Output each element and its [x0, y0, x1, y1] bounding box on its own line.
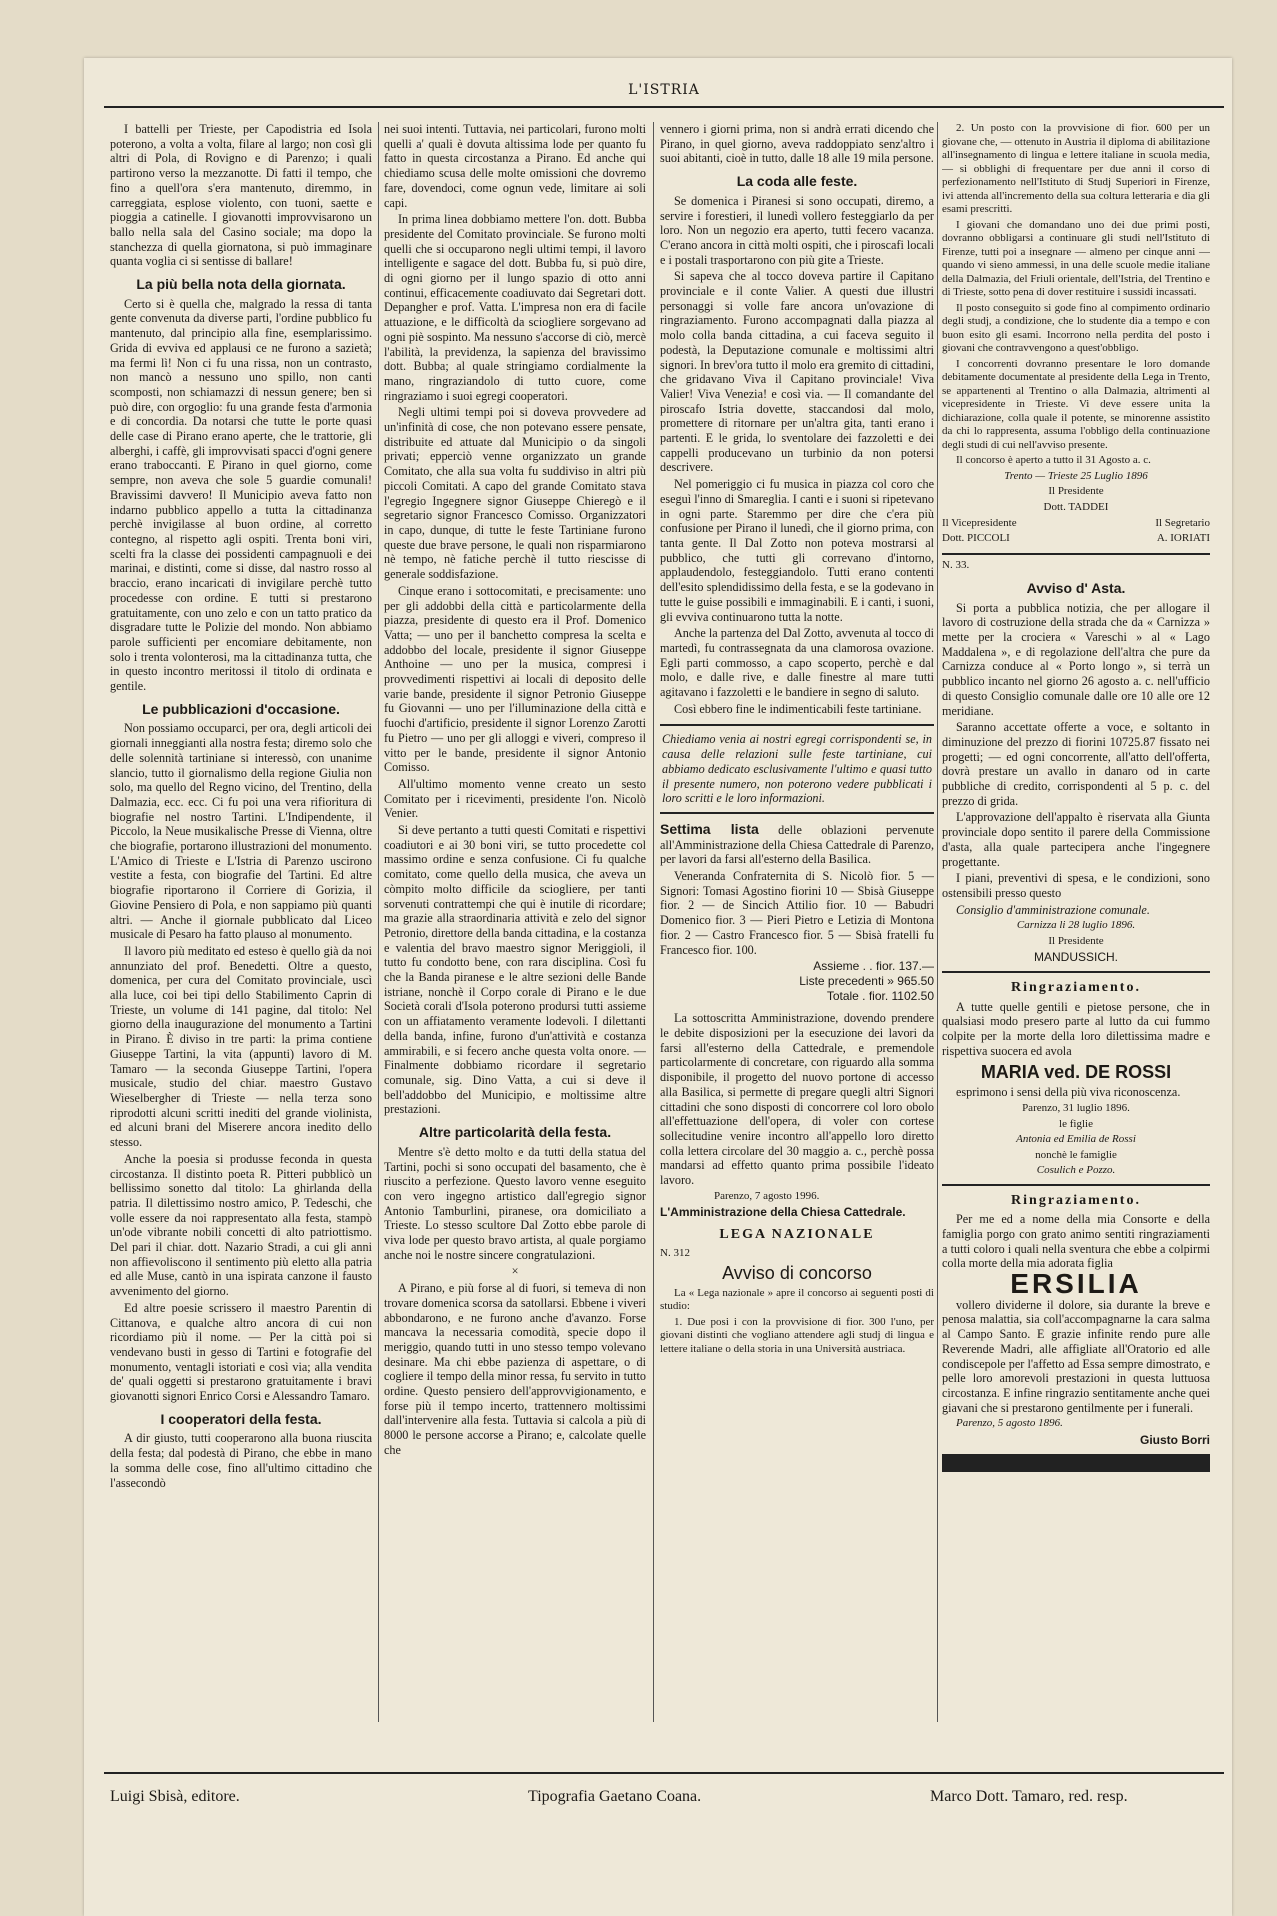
- paragraph: Il lavoro più meditato ed esteso è quello già da noi annunziato del prof. Benedetti. Oltre a questo, domenica, per cura del Comitato provinciale, uscì alla luce, coi bei tipi dello Stabilimento Caprin di Trieste, un volume di 141 pagine, dal titolo: Nel giorno della inaugurazione del monumento a Tartini in Pirano. È diviso in tre parti: la prima contiene Giuseppe Tartini, la vita (appunti) lavoro di M. Tamaro — la seconda Giuseppe Tartini, l'opera musicale, studio del chiar. maestro Gustavo Wieselbergher di Trieste — nella terza sono riprodotti alcuni scritti inediti del grande violinista, ed alcuni brani del Miserere ancora inedito dello stesso.: [110, 943, 372, 1150]
- paragraph: Negli ultimi tempi poi si doveva provvedere ad un'infinità di cose, che non potevano essere pensate, distribuite ed attuate dal Municipio o da singoli privati; epperciò venne organizzato un grande Comitato, che alla sua volta fu suddiviso in altri più piccoli Comitati. A capo del grande Comitato stava l'egregio Ingegnere signor Giuseppe Chieregò e il segretario signor Francesco Comisso. Organizzatori in capo, dunque, di tutte le feste Tartiniane furono queste due brave persone, le quali non risparmiarono nè tempo, nè fatiche perchè il tutto riescisse di generale soddisfazione.: [384, 405, 646, 582]
- column-3: [660, 122, 934, 1722]
- date-line: Parenzo, 5 agosto 1896.: [956, 1417, 1063, 1430]
- column-4: [942, 122, 1210, 1722]
- signature-line: Antonia ed Emilia de Rossi: [1016, 1133, 1136, 1145]
- deceased-name: MARIA ved. DE ROSSI: [980, 1061, 1172, 1082]
- paragraph: Per me ed a nome della mia Consorte e della famiglia porgo con grato animo sentiti ringraziamenti a tutti coloro i quali nella sventura che ebbe a colpirmi colla morte della mia adorata figlia: [942, 1212, 1210, 1271]
- paragraph: Saranno accettate offerte a voce, e soltanto in diminuzione del prezzo di fiorini 10725.87 fissato nei progetti; — ed ogni concorrente, all'atto dell'offerta, dovrà prestare un avallo in danaro od in carte pubbliche di credito, corrispondenti al 5 p. c. del prezzo di grida.: [942, 720, 1210, 808]
- footer-redactor: Marco Dott. Tamaro, red. resp.: [930, 1788, 1128, 1805]
- section-heading: La coda alle feste.: [736, 173, 858, 190]
- paragraph: vennero i giorni prima, non si andrà errati dicendo che Pirano, in quel giorno, aveva raddoppiato senz'altro i suoi abitanti, cioè in tutto, dalle 18 alle 19 mila persone.: [660, 122, 934, 166]
- column-rule: [378, 122, 379, 1722]
- date-line: Carnizza li 28 luglio 1896.: [1016, 919, 1136, 932]
- paragraph: Ed altre poesie scrissero il maestro Parentin di Cittanova, e qualche altro ancora di cui non ricordiamo più il nome. — Per la città poi si vendevano busti in gesso di Tartini e fotografie del monumento, ventagli istoriati e così via; alla vendita de' quali oggetti si prestarono gratuitamente i bravi giovanotti signori Enrico Corsi e Alessandro Tamaro.: [110, 1300, 372, 1404]
- page-header-title: L'ISTRIA: [628, 82, 700, 98]
- footer-rule: [104, 1772, 1224, 1774]
- signature-name: Dott. TADDEI: [1043, 500, 1109, 513]
- signature-title: Il Segretario: [1155, 517, 1210, 529]
- paragraph: 2. Un posto con la provvisione di fior. 600 per un giovane che, — ottenuto in Austria il diploma di abilitazione all'insegnamento di lingua e lettere italiane in scuola media, — si obblighi di frequentare per due anni il corso di perfezionamento nell'Istituto di Studj Superiori in Firenze, ivi attenda all'incremento della sua coltura letteraria e dia gli esami prescritti.: [942, 122, 1210, 215]
- signature-name: A. IORIATI: [1156, 531, 1210, 544]
- paragraph: 1. Due posi i con la provvisione di fior. 300 l'uno, per giovani distinti che vogliano attendere agli studj di lingua e lettere italiane o della storia in una Università austriaca.: [660, 1315, 934, 1355]
- notice-number: N. 33.: [942, 559, 970, 572]
- paragraph: Veneranda Confraternita di S. Nicolò fior. 5 — Signori: Tomasi Agostino fiorini 10 — Sbisà Giuseppe fior. 2 — de Sincich Attilio fior. 10 — Babudri Domenico fior. 3 — Pieri Pietro e Letizia di Montona fior. 2 — Castro Francesco fior. 5 — Sbisà fratelli fu Francesco fior. 100.: [660, 869, 934, 957]
- column-2: [384, 122, 646, 1722]
- paragraph: nei suoi intenti. Tuttavia, nei particolari, furono molti quelli a' quali è dovuta altissima lode per quanto fu fatto in questa circostanza a Pirano. Ed anche qui chiediamo scusa delle molte omissioni che dovremo fare, dovendoci, come ognun vede, limitare ai soli capi.: [384, 122, 646, 210]
- paragraph: Mentre s'è detto molto e da tutti della statua del Tartini, pochi si sono occupati del basamento, che è riuscito a perfezione. Questo lavoro venne eseguito con vero ingegno artistico dall'egregio signor Antonio Tamburlini, piranese, ora domiciliato a Trieste. Lo stesso scultore Dal Zotto ebbe parole di viva lode per questo bravo artista, al quale porgiamo anche noi le nostre sincere congratulazioni.: [384, 1144, 646, 1262]
- paragraph: I piani, preventivi di spesa, e le condizioni, sono ostensibili presso questo: [942, 871, 1210, 900]
- deceased-name: ERSILIA: [1010, 1268, 1142, 1300]
- thanks-heading: Ringraziamento.: [1011, 1192, 1141, 1208]
- section-heading: Le pubblicazioni d'occasione.: [142, 700, 340, 717]
- black-rule: [942, 1454, 1210, 1472]
- paragraph: A Pirano, e più forse al di fuori, si temeva di non trovare domenica scorsa da satollarsi. Ebbene i viveri abbondarono, e ne furono anche d'avanzo. Forse mancava la necessaria comodità, specie dopo il meriggio, quando tutti in uno stesso tempo volevano desinare. Ma chi ebbe pazienza di aspettare, o di cogliere il tempo della minor ressa, fu servito in tutto ordine. Questo pensiero dell'approvvigionamento, e forse più il tempo incerto, trattennero moltissimi dall'intervenire alla festa. Tuttavia si calcola a più di 8000 le persone accorse a Pirano; e, calcolate quelle che: [384, 1281, 646, 1457]
- sum-line: Liste precedenti » 965.50: [799, 973, 934, 988]
- signature-title: Il Presidente: [1048, 485, 1104, 497]
- signature-name: MANDUSSICH.: [1033, 950, 1118, 965]
- paragraph: Si sapeva che al tocco doveva partire il Capitano provinciale e il conte Valier. A questi due illustri personaggi si volle fare ancora un'ovazione di ringraziamento. Furono accompagnati dalla piazza al molo colla banda cittadina, a cui faceva seguito il podestà, la Deputazione comunale e moltissimi altri signori. In brev'ora tutto il molo era gremito di cittadini, che gridavano Viva il Capitano provinciale! Viva Valier! Viva Venezia! e così via. — Il comandante del piroscafo Istria dovette, staccandosi dal molo, promettere di ritornare per un'altra gita, tanti erano i partenti. E le grida, lo sventolare dei fazzoletti e dei cappelli producevano un turbinio da non potersi descrivere.: [660, 269, 934, 475]
- signature-name: Dott. PICCOLI: [942, 531, 1010, 544]
- column-rule: [937, 122, 938, 1722]
- paragraph: Si porta a pubblica notizia, che per allogare il lavoro di costruzione della strada che da « Carnizza » mette per la crociera « Vareschi » al « Lago Maddalena », e di regolazione dell'altra che pure da Carnizza conduce al « Porto longo », si terrà un pubblico incanto nel giorno 26 agosto a. c. nell'ufficio di questo Consiglio comunale dalle ore 10 alle ore 12 meridiane.: [942, 600, 1210, 718]
- signature-line: Cosulich e Pozzo.: [1036, 1164, 1116, 1176]
- section-heading: Avviso d' Asta.: [1026, 579, 1126, 596]
- signature-name: Giusto Borri: [1139, 1432, 1210, 1447]
- signature-line: le figlie: [1059, 1117, 1093, 1130]
- sum-line: Assieme . . fior. 137.—: [813, 959, 934, 974]
- paragraph: Si deve pertanto a tutti questi Comitati e rispettivi coadiutori e ai 30 boni viri, se tutto procedette col massimo ordine e senza confusione. Ci fu qualche comitato, come quello della musica, che aveva un còmpito molto difficile da sciogliere, per tanti sorvenuti contrattempi che qui è inutile di ricordare; ma grazie alla straordinaria attività e zelo del signor Petronio, direttore della banda cittadina, e la costanza e valentia del bravo maestro signor Meriggioli, il tutto fu condotto bene, con rara disciplina. Così fu che la Banda piranese e le altre sezioni delle Bande istriane, nonchè il Corpo corale di Pirano e le due Società corali d'Isola poterono prodursi tutti assieme con un affiatamento veramente lodevoli. I dilettanti della banda, infine, furono d'un'attività e costanza ammirabili, e si fecero anche questa volta onore. — Finalmente dobbiamo ricordare il segretario comunale, sig. Dino Vatta, a cui si deve il bell'addobbo del Municipio, e moltissime altre prestazioni.: [384, 823, 646, 1117]
- paragraph: I giovani che domandano uno dei due primi posti, dovranno obbligarsi a continuare gli studi nell'Istituto di Firenze, tutti poi a insegnare — almeno per cinque anni — quando vi sieno ammessi, in una delle scuole medie italiane della Dalmazia, del Friuli orientale, dell'Istria, del Trentino e di Trieste, sotto pena di dover restituire i sussidi incassati.: [942, 218, 1210, 298]
- paragraph: Il concorso è aperto a tutto il 31 Agosto a. c.: [956, 454, 1151, 466]
- paragraph: vollero dividerne il dolore, sia durante la breve e penosa malattia, sia coll'accompagnarne la cara salma al Campo Santo. E grazie infinite rendo pure alle Reverende Madri, alle affigliate all'Oratorio ed alle condiscepole per l'affetto ad Essa sempre dimostrato, e pelle loro amorevoli prestazioni in questa luttuosa circostanza. E infine ringrazio sentitamente anche quei giavani che si prestarono gentilmente per i funerali.: [942, 1297, 1210, 1415]
- paragraph: Anche la poesia si produsse feconda in questa circostanza. Il distinto poeta R. Pitteri pubblicò un bellissimo sonetto dal titolo: La ghirlanda della patria. Il dilettissimo nostro amico, P. Tedeschi, che volle essere da noi rappresentato alla festa, stampò un'ode vibrante nobili concetti di alto patriottismo. Del pari il chiar. dott. Nazario Stradi, a cui gli anni non affievoliscono il sentimento più eletto alla patria ed alle Muse, cantò in una ispirata canzone il fausto avvenimento del giorno.: [110, 1151, 372, 1299]
- paragraph: I concorrenti dovranno presentare le loro domande debitamente documentate al presidente della Lega in Trento, se appartenenti al Trentino o alla Dalmazia, altrimenti al vicepresidente in Trieste. Vi deve essere unita la dichiarazione, colla quale il potente, se minorenne assistito da chi lo rappresenta, assuma l'obbligo della continuazione degli studi di cui nell'avviso presente.: [942, 357, 1210, 451]
- section-heading: Altre particolarità della festa.: [418, 1124, 612, 1141]
- contest-title: Avviso di concorso: [722, 1263, 872, 1284]
- signature: L'Amministrazione della Chiesa Cattedrale.: [660, 1205, 906, 1220]
- sum-total: Totale . fior. 1102.50: [826, 988, 934, 1003]
- paragraph: La sottoscritta Amministrazione, dovendo prendere le debite disposizioni per la esecuzione dei lavori da farsi all'esterno della Cattedrale, e premendole particolarmente di concretare, con riguardo alla somma disponibile, il progetto del nuovo portone di accesso alla Basilica, si permette di pregare quegli altri Signori cittadini che sono disposti di concorrere col loro obolo all'effettuazione dell'opera, di voler con cortese sollecitudine venire incontro all'appello loro diretto colla lettera circolare del 30 maggio a. c., perchè possa mandarsi ad effetto quanto prima possibile l'ideato lavoro.: [660, 1011, 934, 1188]
- section-heading: La più bella nota della giornata.: [136, 276, 346, 293]
- column-rule: [653, 122, 654, 1722]
- paragraph: I battelli per Trieste, per Capodistria ed Isola poterono, a volta a volta, filare al largo; non così gli altri di Pola, di Rovigno e di Parenzo; i quali partirono verso la mezzanotte. Di fatti il tempo, che fino a quell'ora s'era mantenuto, diremmo, in carreggiata, esplose violento, con tuoni, saette e pioggia a catinelle. I giovanotti improvvisarono un ballo nella sala del Casino sociale; ma dopo la stanchezza di quella giornatona, si può immaginare quanta voglia ci si sentisse di ballare!: [110, 122, 372, 269]
- issuer-line: Consiglio d'amministrazione comunale.: [956, 902, 1150, 917]
- notice-number: N. 312: [660, 1246, 690, 1259]
- paragraph: A tutte quelle gentili e pietose persone, che in qualsiasi modo presero parte al lutto da cui fummo colpite per la morte della loro dilettissima madre e rispettiva suocera ed avola: [942, 999, 1210, 1058]
- list-heading: Settima lista: [660, 820, 759, 837]
- signature-title: Il Vicepresidente: [942, 517, 1017, 529]
- paragraph: esprimono i sensi della più viva riconoscenza.: [956, 1085, 1181, 1100]
- separator-mark: ×: [511, 1264, 519, 1279]
- footer-printer: Tipografia Gaetano Coana.: [528, 1788, 702, 1805]
- paragraph: Anche la partenza del Dal Zotto, avvenuta al tocco di martedì, fu contrassegnata da una clamorosa ovazione. Egli parti commosso, a capo scoperto, perchè e dal molo, e dalle rive, e dalle finestre al mare tutti agitavano i fazzoletti e le bandiere in segno di saluto.: [660, 626, 934, 700]
- lega-heading: LEGA NAZIONALE: [719, 1227, 875, 1243]
- date-line: Parenzo, 7 agosto 1996.: [714, 1189, 820, 1202]
- paragraph: L'approvazione dell'appalto è riservata alla Giunta provinciale dopo sentito il parere della Commissione d'asta, alla quale partecipera anche l'ingegnere progettante.: [942, 810, 1210, 869]
- date-line: Parenzo, 31 luglio 1896.: [1022, 1102, 1130, 1114]
- paragraph: Il posto conseguito si gode fino al compimento ordinario degli studj, a condizione, che lo studente dia a tempo e con buon esito gli esami. Incorrono nella perdita del posto i giovani che contravvengono a quest'obbligo.: [942, 301, 1210, 354]
- paragraph: In prima linea dobbiamo mettere l'on. dott. Bubba presidente del Comitato provinciale. Se furono molti quelli che si occuparono negli ultimi tempi, il lavoro intelligente e sagace del dott. Bubba fu, si può dire, di ogni giorno per il lungo spazio di otto anni continui, efficacemente coadiuvato dai Segretari dott. Depangher e prof. Vatta. L'impresa non era di facile attuazione, e le difficoltà da sciogliere sorgevano ad ogni piè sospinto. Ma nessuno s'accorse di ciò, mercè l'abilità, la previdenza, la sapienza del bravissimo dott. Bubba; al quale stringiamo cordialmente la mano, ringraziandolo di tutto cuore, come ringraziamo i suoi egregi cooperatori.: [384, 212, 646, 403]
- footer-editor: Luigi Sbisà, editore.: [110, 1788, 240, 1805]
- paragraph: La « Lega nazionale » apre il concorso ai seguenti posti di studio:: [660, 1286, 934, 1313]
- signature-title: Il Presidente: [1048, 934, 1104, 947]
- paragraph: All'ultimo momento venne creato un sesto Comitato per i ricevimenti, presidente l'on. Nicolò Venier.: [384, 776, 646, 821]
- editorial-notice: Chiediamo venia ai nostri egregi corrispondenti se, in causa delle relazioni sulle feste tartiniane, cui abbiamo dedicato esclusivamente l'ultimo e quasi tutto il presente numero, non poterono vedere pubblicati i loro scritti e le loro informazioni.: [660, 724, 934, 814]
- masthead: [104, 78, 1224, 108]
- date-line: Trento — Trieste 25 Luglio 1896: [1004, 469, 1148, 482]
- paragraph: Non possiamo occuparci, per ora, degli articoli dei giornali inneggianti alla nostra festa; diremo solo che delle solennità tartiniane si interessò, con unanime slancio, tutto il giornalismo della regione Giulia non solo, ma quello del Regno vicino, del Trentino, della Dalmazia, ecc. ecc. Ci fu poi una vera rifioritura di biografie nel nostro Tartini. L'Indipendente, il Piccolo, la Neue musikalische Presse di Vienna, oltre che biografie, portarono illustrazioni del monumento. L'Amico di Trieste e L'Istria di Parenzo uscirono vestite a festa, con biografie del Tartini. Ed altre biografie riportarono il Corriere di Gorizia, il Giovine Pensiero di Pola, e non sappiamo più quanti altri. — Anche il giornale pubblicato dal Liceo musicale di Pesaro ha fatto plauso al monumento.: [110, 721, 372, 942]
- column-1: [110, 122, 372, 1722]
- paragraph: Nel pomeriggio ci fu musica in piazza col coro che eseguì l'inno di Smareglia. I canti e i suoni si ripetevano in ogni parte. Staremmo per dire che c'era più confusione per Pirano il lunedì, che il giorno prima, con tanta gente. Il Dal Zotto non poteva mostrarsi al pubblico, che tutti gli correvano d'intorno, applaudendolo, festeggiandolo. Tutti erano contenti dell'esito splendidissimo della festa, e se la godevano in tutte le guise possibili e immaginabili. E i canti, i suoni, gli evviva continuarono tutta la notte.: [660, 477, 934, 624]
- signature-line: nonchè le famiglie: [1035, 1148, 1117, 1161]
- thanks-heading: Ringraziamento.: [1011, 980, 1141, 996]
- paragraph: delle oblazioni pervenute all'Amministrazione della Chiesa Cattedrale di Parenzo, per lavori da farsi all'esterno della Basilica.: [660, 822, 934, 867]
- paragraph: Se domenica i Piranesi si sono occupati, diremo, a servire i forestieri, il lunedì vollero festeggiarlo da per loro. Non un negozio era aperto, tutti fecero vacanza. C'erano ancora in città molti ospiti, che i piroscafi locali e i postali trasportarono con più gite a Trieste.: [660, 193, 934, 267]
- paragraph: Così ebbero fine le indimenticabili feste tartiniane.: [674, 701, 922, 716]
- paragraph: A dir giusto, tutti cooperarono alla buona riuscita della festa; dal podestà di Pirano, che ebbe in mano la somma delle cose, fino all'ultimo cittadino che l'assecondò: [110, 1431, 372, 1490]
- paragraph: Cinque erano i sottocomitati, e precisamente: uno per gli addobbi della città e particolarmente della piazza, presidente di questo era il Prof. Domenico Vatta; — uno per il banchetto compresa la scelta e addobbo del locale, presidente il signor Giuseppe Anthoine — uno per la musica, compresi i provvedimenti rispettivi ai locali di deposito delle varie bande, presidente il signor Petronio Giuseppe fu Giovanni — uno per l'illuminazione della città e fuochi d'artificio, presidente il signor Lorenzo Zarotti fu Pietro — uno per gli alloggi e viveri, compreso il vitto per le bande, presidente il signor Antonio Comisso.: [384, 583, 646, 775]
- paragraph: Certo si è quella che, malgrado la ressa di tanta gente convenuta da diverse parti, l'ordine pubblico fu mantenuto, dal principio alla fine, esemplarissimo. Grida di evviva ed applausi ce ne furono a sazietà; ma fermi lì! Non ci fu una rissa, non un contrasto, non mancò a nessuno uno spillo, non canti scomposti, non schiamazzi di nessun genere; ben si può dire, con orgoglio: fu una grande festa d'armonia e di concordia. Da notarsi che tutte le porte quasi delle case di Pirano erano aperte, che le trattorie, gli alberghi, i caffè, gli improvvisati spacci d'ogni genere erano traboccanti. E Pirano in quel giorno, come sempre, non aveva che sole 5 guardie comunali! Bravissimi davvero! Il Municipio aveva fatto non indarno pubblico appello a tutta la cittadinanza perchè invigilasse al buon ordine, al corretto contegno, al rispetto agli ospiti. Trenta boni viri, scelti fra la classe dei possidenti campagnuoli e dei marinai, e distinti, come si disse, dal nastro rosso al braccio, erano incaricati di invigilare perchè tutto procedesse con ordine. E tutti si prestarono gratuitamente, con uno zelo e con un tatto pratico da disgradare tutte le Polizie del mondo. Non abbiamo parole sufficienti per encomiare debitamente, non solo i trenta volonterosi, ma la cittadinanza tutta, che in questo incontro meritossi il titolo di ordinata e gentile.: [110, 296, 372, 694]
- section-heading: I cooperatori della festa.: [160, 1410, 322, 1427]
